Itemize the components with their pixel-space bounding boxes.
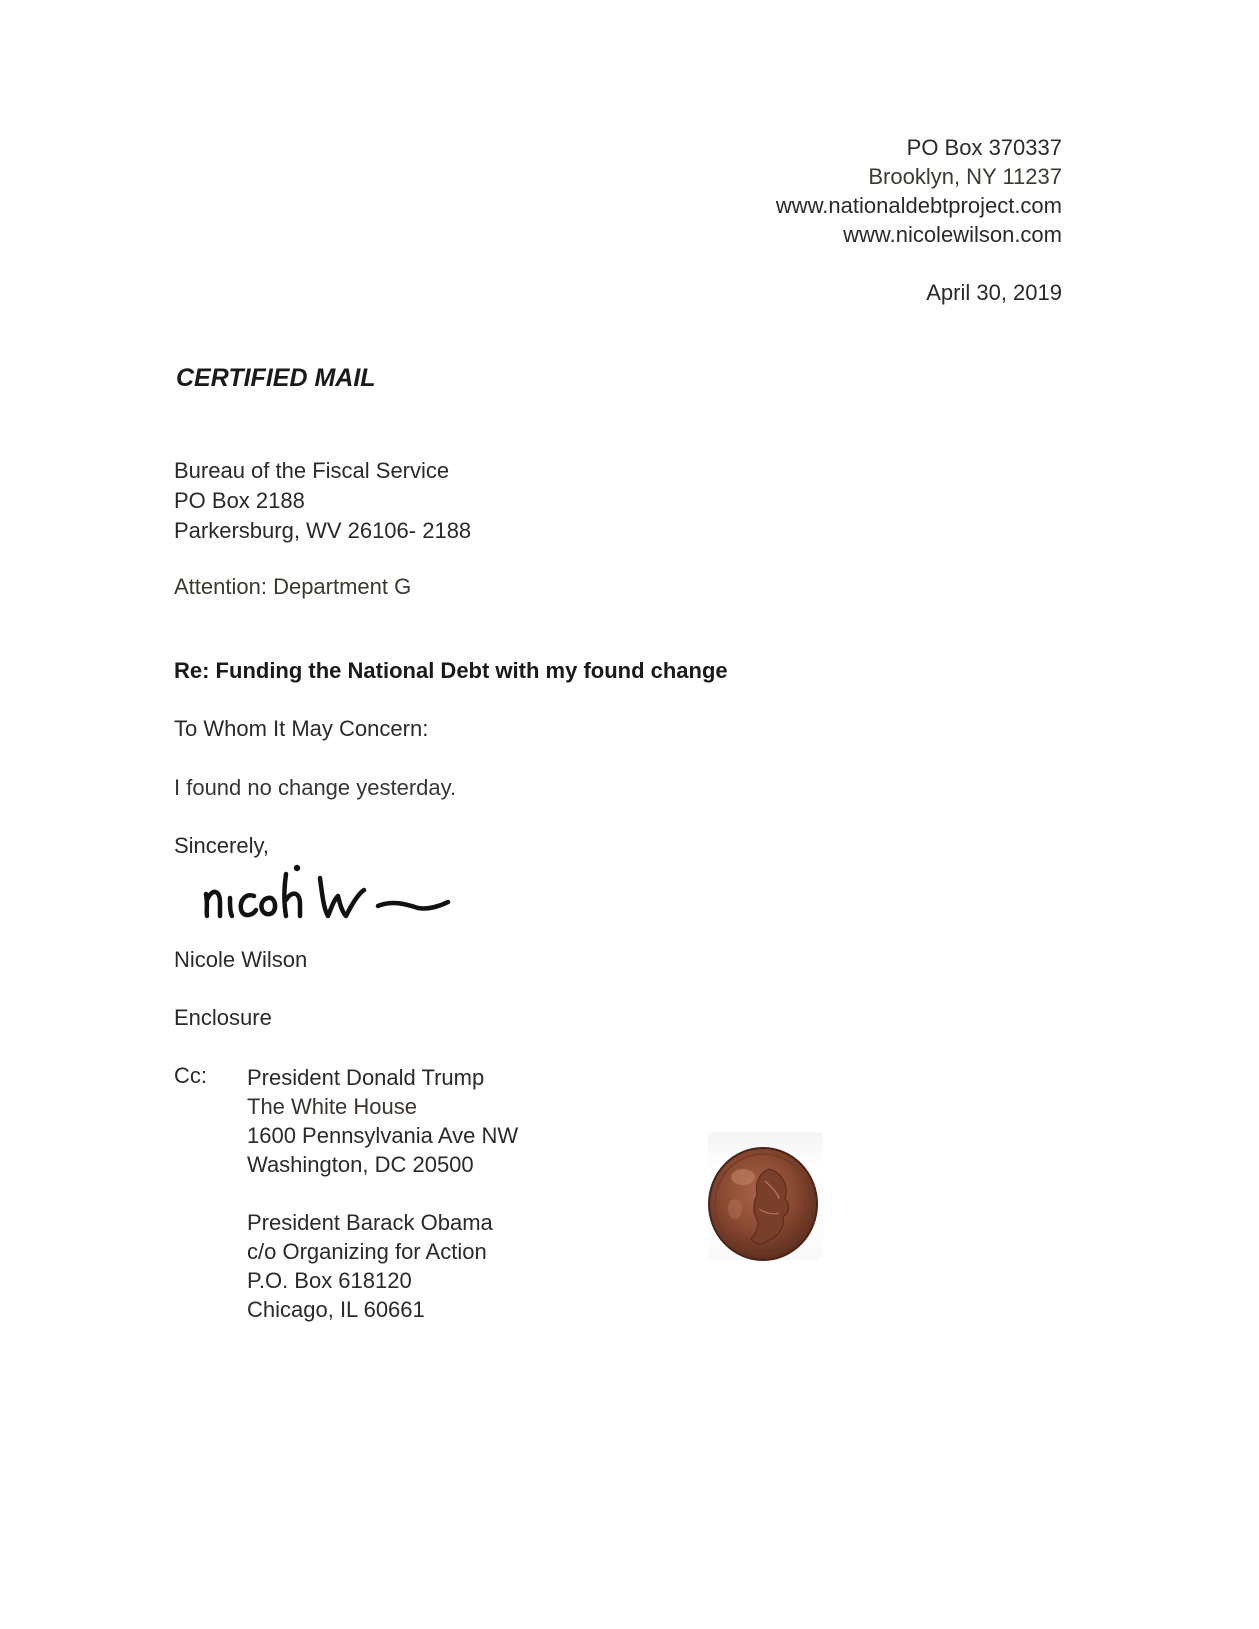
cc-recipient-1-line3: 1600 Pennsylvania Ave NW xyxy=(247,1123,519,1148)
sender-address-line1: PO Box 370337 xyxy=(906,135,1062,160)
cc-recipient-2-line4: Chicago, IL 60661 xyxy=(247,1297,425,1322)
cc-recipient-2-line1: President Barack Obama xyxy=(247,1210,493,1235)
cc-recipient-1-line1: President Donald Trump xyxy=(247,1065,485,1090)
sender-website2: www.nicolewilson.com xyxy=(843,222,1062,247)
recipient-address-line2: Parkersburg, WV 26106- 2188 xyxy=(174,518,472,543)
sender-address-block xyxy=(562,133,1062,249)
closing: Sincerely, xyxy=(174,833,269,858)
recipient-name: Bureau of the Fiscal Service xyxy=(174,458,450,483)
recipient-address-line1: PO Box 2188 xyxy=(174,488,305,513)
subject-line: Re: Funding the National Debt with my found change xyxy=(174,658,728,683)
letter-body: I found no change yesterday. xyxy=(174,775,457,800)
recipient-address-block xyxy=(174,456,471,546)
cc-recipient-2 xyxy=(247,1208,493,1324)
cc-recipient-2-line3: P.O. Box 618120 xyxy=(247,1268,412,1293)
cc-recipient-1-line4: Washington, DC 20500 xyxy=(247,1152,474,1177)
signer-name: Nicole Wilson xyxy=(174,947,308,972)
salutation: To Whom It May Concern: xyxy=(174,716,429,741)
cc-label: Cc: xyxy=(174,1063,207,1088)
enclosure-note: Enclosure xyxy=(174,1005,272,1030)
letter-date: April 30, 2019 xyxy=(926,280,1062,305)
cc-recipient-2-line2: c/o Organizing for Action xyxy=(247,1239,487,1264)
sender-address-line2: Brooklyn, NY 11237 xyxy=(868,164,1062,189)
certified-mail-heading: CERTIFIED MAIL xyxy=(176,364,376,392)
cc-recipient-1 xyxy=(247,1063,518,1179)
sender-website1: www.nationaldebtproject.com xyxy=(775,193,1062,218)
cc-recipient-1-line2: The White House xyxy=(247,1094,417,1119)
handwritten-signature xyxy=(196,860,476,940)
penny-coin-image xyxy=(707,1147,819,1261)
attention-line: Attention: Department G xyxy=(174,574,412,599)
